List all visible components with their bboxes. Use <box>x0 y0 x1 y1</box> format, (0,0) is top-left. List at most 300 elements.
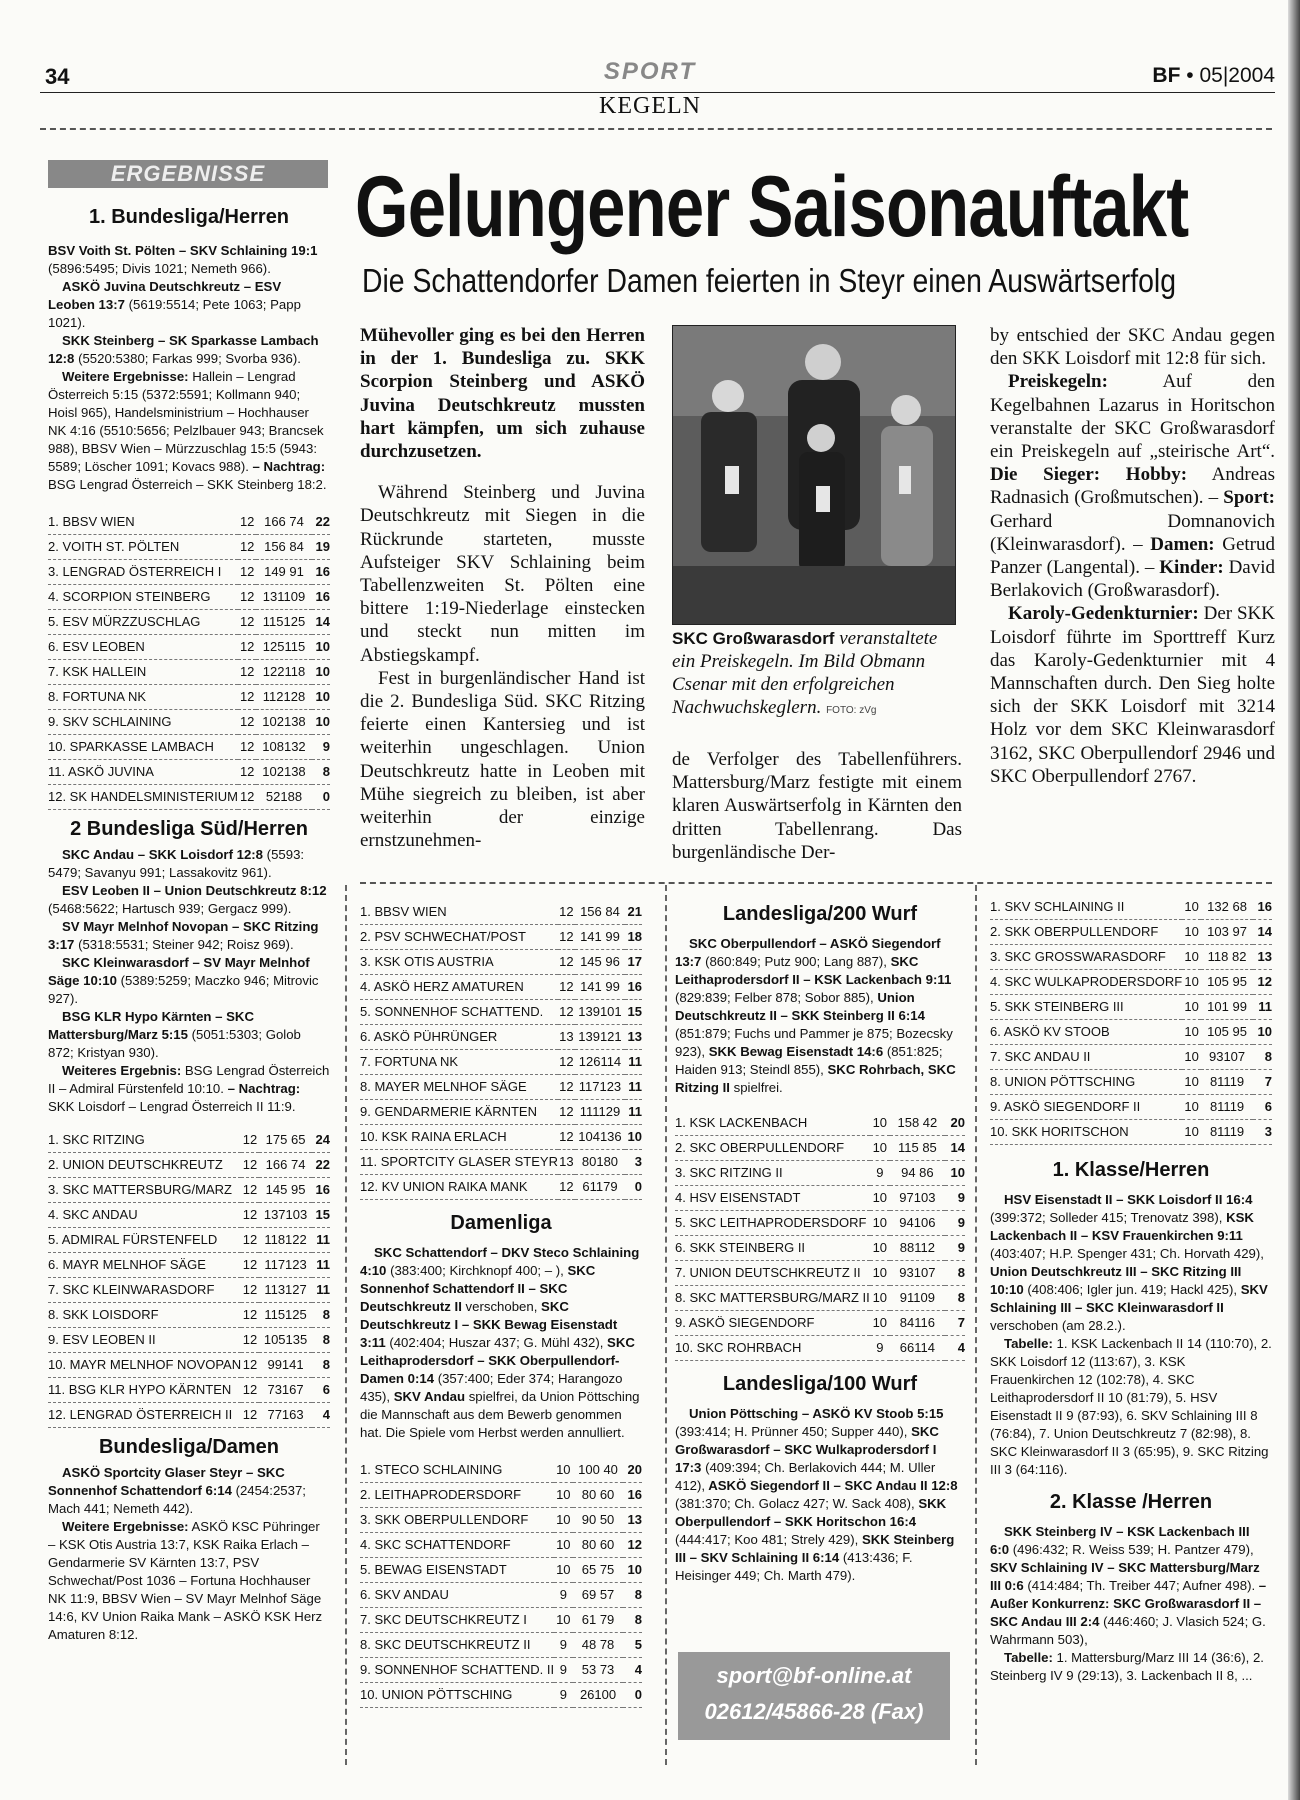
pins-score: 80 60 <box>573 1533 624 1558</box>
article-paragraph: de Verfolger des Tabellenführers. Mattersburg/Marz festigte mit einem klaren Auswärtserfolg in Kärnten den dritten Tabellenrang. Das burgenländische Der- <box>672 749 962 863</box>
pins-score: 53 73 <box>573 1658 624 1683</box>
points: 10 <box>623 1558 642 1583</box>
column-divider <box>345 885 347 1765</box>
games-count: 9 <box>870 1161 890 1186</box>
caption-bold: SKC Großwarasdorf <box>672 629 835 648</box>
points: 14 <box>312 610 330 635</box>
result-score: (5619:5514; Pete 1063; Papp 1021). <box>48 297 301 330</box>
result-score: spielfrei, da Union Pöttsching die Mannschaft aus dem Bewerb genommen hat. Die Spiele vom Herbst werden annulliert. <box>360 1389 640 1440</box>
pins-score: 52188 <box>256 785 311 810</box>
points: 15 <box>312 1203 330 1228</box>
points: 8 <box>623 1608 642 1633</box>
article-column-1 <box>360 324 645 852</box>
standings-table <box>675 1111 965 1361</box>
contact-email[interactable]: sport@bf-online.at <box>716 1663 912 1688</box>
team-name: 12. KV UNION RAIKA MANK <box>360 1175 558 1200</box>
left-results-column <box>48 198 330 1644</box>
team-name: 5. ESV MÜRZZUSCHLAG <box>48 610 238 635</box>
table-row <box>48 1128 330 1153</box>
pins-score: 141 99 <box>575 975 625 1000</box>
pins-score: 97103 <box>890 1186 945 1211</box>
table-row <box>48 510 330 535</box>
publication: BF <box>1152 64 1181 87</box>
points: 0 <box>312 785 330 810</box>
pins-score: 81119 <box>1201 1095 1253 1120</box>
pins-score: 125115 <box>256 635 311 660</box>
pins-score: 137103 <box>259 1203 312 1228</box>
table-row <box>360 1633 642 1658</box>
team-name: 4. SKC WULKAPRODERSDORF <box>990 970 1182 995</box>
pins-score: 139121 <box>575 1025 625 1050</box>
points: 0 <box>625 1175 642 1200</box>
section-heading: Landesliga/200 Wurf <box>722 903 918 925</box>
result-score: BSG Lengrad Österreich – SKK Steinberg 18:2. <box>48 477 327 492</box>
article-paragraph <box>990 602 1275 788</box>
table-row <box>360 1683 642 1708</box>
points: 4 <box>312 1403 330 1428</box>
points: 7 <box>945 1311 965 1336</box>
team-name: 4. SCORPION STEINBERG <box>48 585 238 610</box>
table-row <box>360 1558 642 1583</box>
pins-score: 80 60 <box>573 1483 624 1508</box>
pins-score: 175 65 <box>259 1128 312 1153</box>
photo-illustration <box>673 326 955 624</box>
points: 4 <box>945 1336 965 1361</box>
section-heading: Landesliga/100 Wurf <box>722 1373 918 1395</box>
team-name: 5. SONNENHOF SCHATTEND. <box>360 1000 558 1025</box>
pins-score: 93107 <box>1201 1045 1253 1070</box>
team-name: 7. KSK HALLEIN <box>48 660 238 685</box>
table-row <box>675 1111 965 1136</box>
team-name: 9. GENDARMERIE KÄRNTEN <box>360 1100 558 1125</box>
games-count: 12 <box>238 510 256 535</box>
subsection-label: KEGELN <box>599 93 701 119</box>
team-name: 7. SKC DEUTSCHKREUTZ I <box>360 1608 554 1633</box>
table-row <box>990 945 1272 970</box>
result-label: Tabelle: <box>1004 1650 1053 1665</box>
table-row <box>360 1050 642 1075</box>
points: 5 <box>623 1633 642 1658</box>
games-count: 12 <box>241 1378 259 1403</box>
result-label: – Nachtrag: <box>223 1081 301 1096</box>
result-score: (829:839; Felber 878; Sobor 885), <box>675 990 874 1005</box>
pins-score: 80180 <box>575 1150 625 1175</box>
result-score: (496:432; R. Weiss 539; H. Pantzer 479), <box>1009 1542 1254 1557</box>
paragraph-text: Auf den Kegelbahnen Lazarus in Horitschon veranstalte der SKC Großwarasdorf ein Preiskegeln auf „steirische Art“. <box>990 371 1275 463</box>
photo-credit: FOTO: zVg <box>826 705 877 716</box>
team-name: 1. KSK LACKENBACH <box>675 1111 870 1136</box>
games-count: 12 <box>238 760 256 785</box>
article-paragraph: Fest in burgenländischer Hand ist die 2. Bundesliga Süd. SKC Ritzing feierte einen Kantersieg und ist weiterhin ungeschlagen. Union Deutschkreutz hatte in Leoben mit Mühe siegreich zu bleiben, ist aber weiterhin der einzige ernstzunehmen- <box>360 667 645 852</box>
pins-score: 81119 <box>1201 1070 1253 1095</box>
games-count: 12 <box>241 1278 259 1303</box>
paragraph-text: David Berlakovich (Großwarasdorf). <box>990 557 1276 602</box>
result-match: KSK Lackenbach II – KSV Frauenkirchen 9:11 <box>990 1210 1254 1243</box>
games-count: 10 <box>1182 895 1201 920</box>
result-match: BSG KLR Hypo Kärnten – SKC Mattersburg/Marz 5:15 <box>48 1009 254 1042</box>
table-row <box>990 920 1272 945</box>
points: 9 <box>945 1211 965 1236</box>
points: 24 <box>312 1128 330 1153</box>
section-heading: Damenliga <box>450 1212 552 1234</box>
points: 22 <box>312 1153 330 1178</box>
points: 10 <box>312 685 330 710</box>
table-row <box>48 610 330 635</box>
table-row <box>675 1136 965 1161</box>
team-name: 11. BSG KLR HYPO KÄRNTEN <box>48 1378 241 1403</box>
games-count: 12 <box>558 900 575 925</box>
pins-score: 77163 <box>259 1403 312 1428</box>
table-row <box>360 1458 642 1483</box>
team-name: 2. SKK OBERPULLENDORF <box>990 920 1182 945</box>
result-score: (860:849; Putz 900; Lang 887), <box>701 954 887 969</box>
games-count: 10 <box>870 1211 890 1236</box>
team-name: 12. SK HANDELSMINISTERIUM <box>48 785 238 810</box>
contact-fax: 02612/45866-28 (Fax) <box>704 1699 924 1724</box>
games-count: 12 <box>238 685 256 710</box>
mid-results-column-1 <box>360 900 642 1708</box>
points: 7 <box>1253 1070 1272 1095</box>
games-count: 10 <box>870 1311 890 1336</box>
pins-score: 118122 <box>259 1228 312 1253</box>
table-row <box>48 560 330 585</box>
team-name: 3. SKK OBERPULLENDORF <box>360 1508 554 1533</box>
team-name: 8. SKK LOISDORF <box>48 1303 241 1328</box>
article-paragraph: by entschied der SKC Andau gegen den SKK Loisdorf mit 12:8 für sich. <box>990 325 1275 370</box>
table-row <box>360 950 642 975</box>
points: 11 <box>625 1075 642 1100</box>
pins-score: 84116 <box>890 1311 945 1336</box>
points: 16 <box>312 585 330 610</box>
table-row <box>990 1120 1272 1145</box>
points: 12 <box>1253 970 1272 995</box>
result-score: 1. Mattersburg/Marz III 14 (36:6), 2. Steinberg IV 9 (29:13), 3. Lackenbach II 8, ... <box>990 1650 1264 1683</box>
inline-heading: Sport: <box>1218 487 1275 509</box>
points: 10 <box>312 660 330 685</box>
games-count: 13 <box>558 1150 575 1175</box>
games-count: 12 <box>241 1353 259 1378</box>
table-row <box>990 1070 1272 1095</box>
pins-score: 139101 <box>575 1000 625 1025</box>
games-count: 12 <box>241 1203 259 1228</box>
games-count: 10 <box>870 1261 890 1286</box>
table-row <box>48 1353 330 1378</box>
team-name: 10. SPARKASSE LAMBACH <box>48 735 238 760</box>
table-row <box>48 1403 330 1428</box>
team-name: 9. ASKÖ SIEGENDORF II <box>990 1095 1182 1120</box>
points: 9 <box>312 735 330 760</box>
team-name: 4. SKC SCHATTENDORF <box>360 1533 554 1558</box>
games-count: 12 <box>241 1253 259 1278</box>
team-name: 4. ASKÖ HERZ AMATUREN <box>360 975 558 1000</box>
team-name: 6. ASKÖ PÜHRÜNGER <box>360 1025 558 1050</box>
result-score: (357:400; Eder 374; Harangozo 435), <box>360 1371 623 1404</box>
team-name: 3. SKC MATTERSBURG/MARZ <box>48 1178 241 1203</box>
standings-table <box>360 900 642 1200</box>
pins-score: 118 82 <box>1201 945 1253 970</box>
pins-score: 108132 <box>256 735 311 760</box>
points: 14 <box>945 1136 965 1161</box>
pins-score: 94 86 <box>890 1161 945 1186</box>
pins-score: 69 57 <box>573 1583 624 1608</box>
inline-heading: Preiskegeln: <box>1008 371 1108 393</box>
table-row <box>360 1533 642 1558</box>
games-count: 10 <box>870 1236 890 1261</box>
points: 16 <box>312 1178 330 1203</box>
caption-text: veranstaltete ein Preiskegeln. Im Bild Obmann Csenar mit den erfolgreichen Nachwuchskeglern. <box>672 628 938 718</box>
points: 12 <box>623 1533 642 1558</box>
games-count: 12 <box>241 1303 259 1328</box>
games-count: 9 <box>554 1683 573 1708</box>
team-name: 3. KSK OTIS AUSTRIA <box>360 950 558 975</box>
table-row <box>360 1025 642 1050</box>
points: 10 <box>1253 1020 1272 1045</box>
games-count: 10 <box>554 1533 573 1558</box>
result-match: – Außer Konkurrenz: SKC Großwarasdorf II – SKC Andau III 2:4 <box>990 1578 1267 1629</box>
pins-score: 115125 <box>256 610 311 635</box>
team-name: 9. ASKÖ SIEGENDORF <box>675 1311 870 1336</box>
points: 16 <box>625 975 642 1000</box>
table-row <box>360 900 642 925</box>
table-row <box>48 1153 330 1178</box>
games-count: 12 <box>241 1328 259 1353</box>
result-label: Tabelle: <box>1004 1336 1053 1351</box>
points: 19 <box>312 535 330 560</box>
pins-score: 131109 <box>256 585 311 610</box>
table-row <box>48 685 330 710</box>
pins-score: 156 84 <box>256 535 311 560</box>
result-score: (446:460; J. Vlasich 524; G. Wahrmann 503), <box>990 1614 1266 1647</box>
pins-score: 145 96 <box>575 950 625 975</box>
result-label: Weiteres Ergebnis: <box>62 1063 182 1078</box>
points: 0 <box>623 1683 642 1708</box>
points: 13 <box>1253 945 1272 970</box>
result-match: SKC Leithaprodersdorf – SKK Oberpullendorf-Damen 0:14 <box>360 1335 635 1386</box>
pins-score: 101 99 <box>1201 995 1253 1020</box>
result-score: (381:370; Ch. Golacz 427; W. Sack 408), <box>675 1496 915 1511</box>
article-paragraph: Während Steinberg und Juvina Deutschkreutz mit Siegen in die Rückrunde starteten, musste Aufsteiger SKV Schlaining beim Tabellenzweiten St. Pölten eine bittere 1:19-Niederlage einstecken und steckt nun mitten im Abstiegskampf. <box>360 482 645 666</box>
result-score: (5318:5531; Steiner 942; Roisz 969). <box>74 937 294 952</box>
header-dash-divider <box>40 128 1272 130</box>
points: 10 <box>312 635 330 660</box>
games-count: 10 <box>554 1608 573 1633</box>
pins-score: 141 99 <box>575 925 625 950</box>
section-heading: 1. Bundesliga/Herren <box>88 206 290 228</box>
team-name: 9. SKV SCHLAINING <box>48 710 238 735</box>
pins-score: 122118 <box>256 660 311 685</box>
points: 18 <box>625 925 642 950</box>
table-row <box>675 1236 965 1261</box>
result-score: (851:825; Haiden 913; Steindl 855), <box>675 1044 943 1077</box>
result-score: (409:394; Ch. Berlakovich 444; M. Uller 412), <box>675 1460 936 1493</box>
games-count: 12 <box>238 610 256 635</box>
table-row <box>48 1253 330 1278</box>
column-divider <box>975 885 977 1765</box>
team-name: 2. LEITHAPRODERSDORF <box>360 1483 554 1508</box>
table-row <box>360 925 642 950</box>
table-row <box>48 1378 330 1403</box>
pins-score: 61 79 <box>573 1608 624 1633</box>
inline-heading: Kinder: <box>1154 557 1224 579</box>
table-row <box>360 1175 642 1200</box>
points: 8 <box>1253 1045 1272 1070</box>
table-row <box>675 1286 965 1311</box>
points: 8 <box>312 1303 330 1328</box>
points: 10 <box>312 710 330 735</box>
result-score: (2454:2537; Mach 441; Nemeth 442). <box>48 1483 306 1516</box>
result-match: ASKÖ Juvina Deutschkreutz – ESV Leoben 13:7 <box>48 279 282 312</box>
team-name: 8. SKC DEUTSCHKREUTZ II <box>360 1633 554 1658</box>
result-score: (444:417; Koo 481; Strely 429), <box>675 1532 859 1547</box>
games-count: 12 <box>558 925 575 950</box>
team-name: 5. SKC LEITHAPRODERSDORF <box>675 1211 870 1236</box>
result-match: Union Deutschkreutz III – SKC Ritzing III 10:10 <box>990 1264 1242 1297</box>
result-match: SKK Steinberg III – SKV Schlaining II 6:14 <box>675 1532 955 1565</box>
result-score: 1. KSK Lackenbach II 14 (110:70), 2. SKK Loisdorf 12 (113:67), 3. KSK Frauenkirchen 12 (102:78), 4. SKC Leithaprodersdorf II 10 (81:79), 5. HSV Eisenstadt II 9 (87:93), 6. SKV Schlaining III 8 (76:84), 7. Union Deutschkreutz 7 (82:98), 8. SKC Kleinwarasdorf II 3 (65:95), 9. SKC Ritzing III 3 (64:116). <box>990 1336 1272 1477</box>
table-row <box>48 1178 330 1203</box>
games-count: 10 <box>554 1558 573 1583</box>
article-subtitle: Die Schattendorfer Damen feierten in Steyr einen Auswärtserfolg <box>362 262 1176 299</box>
team-name: 2. SKC OBERPULLENDORF <box>675 1136 870 1161</box>
games-count: 12 <box>558 975 575 1000</box>
points: 22 <box>312 510 330 535</box>
table-row <box>360 1075 642 1100</box>
table-row <box>48 1328 330 1353</box>
team-name: 1. SKC RITZING <box>48 1128 241 1153</box>
games-count: 12 <box>558 950 575 975</box>
issue-number: 05|2004 <box>1199 64 1275 87</box>
points: 11 <box>312 1228 330 1253</box>
table-row <box>990 1045 1272 1070</box>
team-name: 10. MAYR MELNHOF NOVOPAN <box>48 1353 241 1378</box>
games-count: 12 <box>238 535 256 560</box>
pins-score: 132 68 <box>1201 895 1253 920</box>
inline-heading: Damen: <box>1142 533 1215 555</box>
team-name: 11. SPORTCITY GLASER STEYR <box>360 1150 558 1175</box>
result-score: (5593: 5479; Savanyu 991; Lassakovitz 961). <box>48 847 305 880</box>
games-count: 10 <box>1182 1095 1201 1120</box>
result-score: SKK Loisdorf – Lengrad Österreich II 11:9. <box>48 1099 296 1114</box>
team-name: 9. SONNENHOF SCHATTEND. II <box>360 1658 554 1683</box>
team-name: 10. SKC ROHRBACH <box>675 1336 870 1361</box>
team-name: 7. SKC ANDAU II <box>990 1045 1182 1070</box>
games-count: 10 <box>870 1136 890 1161</box>
result-match: SKC Großwarasdorf – SKC Wulkaprodersdorf I 17:3 <box>675 1424 939 1475</box>
result-score: (5468:5622; Hartusch 939; Gergacz 999). <box>48 901 292 916</box>
team-name: 6. ESV LEOBEN <box>48 635 238 660</box>
games-count: 12 <box>238 585 256 610</box>
result-score: (403:407; H.P. Spenger 431; Ch. Horvath 429), <box>990 1246 1264 1261</box>
pins-score: 156 84 <box>575 900 625 925</box>
result-match: SKC Kleinwarasdorf – SV Mayr Melnhof Säge 10:10 <box>48 955 310 988</box>
team-name: 8. UNION PÖTTSCHING <box>990 1070 1182 1095</box>
section-heading: Bundesliga/Damen <box>98 1436 280 1458</box>
team-name: 1. BBSV WIEN <box>48 510 238 535</box>
team-name: 1. SKV SCHLAINING II <box>990 895 1182 920</box>
team-name: 10. UNION PÖTTSCHING <box>360 1683 554 1708</box>
points: 11 <box>312 1253 330 1278</box>
result-match: SKC Oberpullendorf – ASKÖ Siegendorf 13:7 <box>675 936 941 969</box>
team-name: 9. ESV LEOBEN II <box>48 1328 241 1353</box>
pins-score: 115 85 <box>890 1136 945 1161</box>
points: 13 <box>625 1025 642 1050</box>
table-row <box>48 535 330 560</box>
games-count: 10 <box>1182 1070 1201 1095</box>
pins-score: 102138 <box>256 710 311 735</box>
result-score: (402:404; Huszar 437; G. Mühl 432), <box>385 1335 604 1350</box>
team-name: 6. ASKÖ KV STOOB <box>990 1020 1182 1045</box>
games-count: 12 <box>241 1178 259 1203</box>
games-count: 12 <box>558 1175 575 1200</box>
team-name: 8. MAYER MELNHOF SÄGE <box>360 1075 558 1100</box>
article-paragraph <box>990 370 1275 602</box>
result-match: SKC Andau – SKK Loisdorf 12:8 <box>62 847 264 862</box>
standings-table <box>48 1128 330 1428</box>
table-row <box>360 1508 642 1533</box>
team-name: 2. PSV SCHWECHAT/POST <box>360 925 558 950</box>
team-name: 1. STECO SCHLAINING <box>360 1458 554 1483</box>
result-match: SKC Leithaprodersdorf II – KSK Lackenbach 9:11 <box>675 954 952 987</box>
table-row <box>48 1303 330 1328</box>
team-name: 3. LENGRAD ÖSTERREICH I <box>48 560 238 585</box>
games-count: 12 <box>558 1100 575 1125</box>
table-row <box>675 1336 965 1361</box>
team-name: 7. SKC KLEINWARASDORF <box>48 1278 241 1303</box>
games-count: 12 <box>238 635 256 660</box>
pins-score: 113127 <box>259 1278 312 1303</box>
points: 13 <box>623 1508 642 1533</box>
table-row <box>48 1228 330 1253</box>
games-count: 12 <box>241 1153 259 1178</box>
pins-score: 158 42 <box>890 1111 945 1136</box>
table-row <box>48 760 330 785</box>
points: 21 <box>625 900 642 925</box>
table-row <box>48 785 330 810</box>
pins-score: 105 95 <box>1201 970 1253 995</box>
pins-score: 90 50 <box>573 1508 624 1533</box>
pins-score: 117123 <box>575 1075 625 1100</box>
pins-score: 105 95 <box>1201 1020 1253 1045</box>
team-name: 5. BEWAG EISENSTADT <box>360 1558 554 1583</box>
team-name: 10. KSK RAINA ERLACH <box>360 1125 558 1150</box>
table-row <box>360 1150 642 1175</box>
result-match: ASKÖ Siegendorf II – SKC Andau II 12:8 <box>705 1478 958 1493</box>
team-name: 12. LENGRAD ÖSTERREICH II <box>48 1403 241 1428</box>
result-match: SKC Deutschkreutz I – SKK Bewag Eisenstadt 3:11 <box>360 1299 618 1350</box>
table-row <box>48 1203 330 1228</box>
pins-score: 111129 <box>575 1100 625 1125</box>
games-count: 9 <box>554 1583 573 1608</box>
result-match: SKV Schlaining III – SKC Kleinwarasdorf II <box>990 1282 1268 1315</box>
team-name: 7. FORTUNA NK <box>360 1050 558 1075</box>
team-name: 3. SKC RITZING II <box>675 1161 870 1186</box>
mid-results-column-2 <box>675 895 965 1585</box>
points: 8 <box>945 1261 965 1286</box>
article-divider <box>360 882 1272 884</box>
table-row <box>675 1161 965 1186</box>
result-match: HSV Eisenstadt II – SKK Loisdorf II 16:4 <box>1004 1192 1253 1207</box>
standings-table <box>990 895 1272 1145</box>
points: 20 <box>623 1458 642 1483</box>
pins-score: 102138 <box>256 760 311 785</box>
inline-heading: Die Sieger: Hobby: <box>990 464 1188 486</box>
games-count: 10 <box>1182 945 1201 970</box>
games-count: 10 <box>870 1111 890 1136</box>
table-row <box>360 975 642 1000</box>
results-label: ERGEBNISSE <box>48 160 328 188</box>
games-count: 12 <box>238 710 256 735</box>
table-row <box>360 1000 642 1025</box>
